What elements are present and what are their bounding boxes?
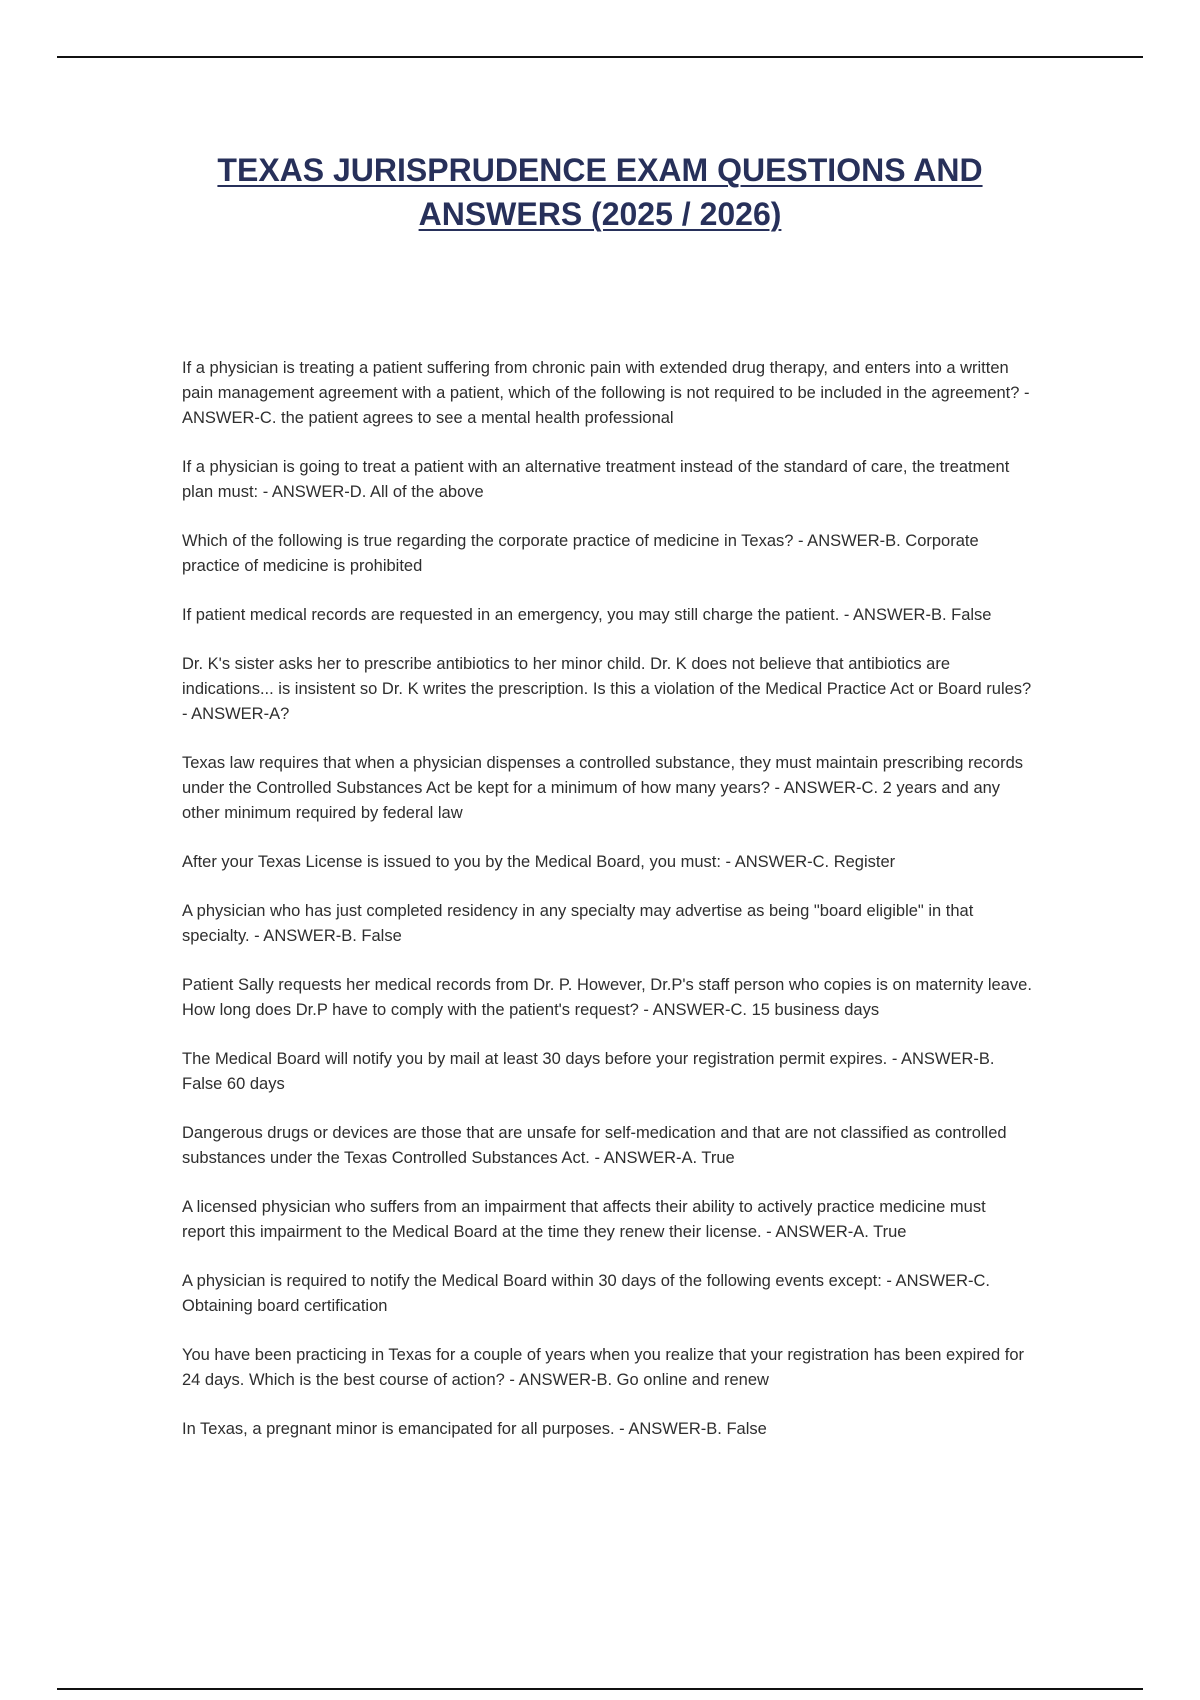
qa-item: After your Texas License is issued to you by the Medical Board, you must: - ANSWER-C. Register (182, 853, 896, 871)
qa-list (182, 356, 1032, 1466)
qa-item: Patient Sally requests her medical records from Dr. P. However, Dr.P's staff person who copies is on maternity leave. How long does Dr.P have to comply with the patient's request? - ANSWER-C. 15 business days (182, 976, 1032, 1019)
top-rule (57, 56, 1143, 58)
document-title (120, 148, 1080, 236)
qa-item: Texas law requires that when a physician dispenses a controlled substance, they must maintain prescribing records under the Controlled Substances Act be kept for a minimum of how many years? - ANSWER-C. 2 years and any other minimum required by federal law (182, 754, 1024, 822)
qa-item: If a physician is going to treat a patient with an alternative treatment instead of the standard of care, the treatment plan must: - ANSWER-D. All of the above (182, 458, 1010, 501)
qa-item: Dr. K's sister asks her to prescribe antibiotics to her minor child. Dr. K does not believe that antibiotics are indications... is insistent so Dr. K writes the prescription. Is this a violation of the Medical Practice Act or Board rules? - ANSWER-A? (182, 655, 1032, 723)
qa-item: If patient medical records are requested in an emergency, you may still charge the patient. - ANSWER-B. False (182, 606, 992, 624)
qa-item: A physician is required to notify the Medical Board within 30 days of the following events except: - ANSWER-C. Obtaining board certification (182, 1272, 990, 1315)
title-line-2: ANSWERS (2025 / 2026) (418, 196, 782, 232)
qa-item: Dangerous drugs or devices are those that are unsafe for self-medication and that are not classified as controlled substances under the Texas Controlled Substances Act. - ANSWER-A. True (182, 1124, 1007, 1167)
qa-item: In Texas, a pregnant minor is emancipated for all purposes. - ANSWER-B. False (182, 1420, 767, 1438)
qa-item: A licensed physician who suffers from an impairment that affects their ability to actively practice medicine must report this impairment to the Medical Board at the time they renew their license. - ANSWER-A. True (182, 1198, 986, 1241)
qa-item: The Medical Board will notify you by mail at least 30 days before your registration permit expires. - ANSWER-B. False 60 days (182, 1050, 995, 1093)
qa-item: Which of the following is true regarding the corporate practice of medicine in Texas? - ANSWER-B. Corporate practice of medicine is prohibited (182, 532, 979, 575)
qa-item: You have been practicing in Texas for a couple of years when you realize that your registration has been expired for 24 days. Which is the best course of action? - ANSWER-B. Go online and renew (182, 1346, 1025, 1389)
qa-item: If a physician is treating a patient suffering from chronic pain with extended drug therapy, and enters into a written pain management agreement with a patient, which of the following is not required to be included in the agreement? - ANSWER-C. the patient agrees to see a mental health professional (182, 359, 1030, 427)
title-line-1: TEXAS JURISPRUDENCE EXAM QUESTIONS AND (217, 152, 983, 188)
bottom-rule (57, 1688, 1143, 1690)
qa-item: A physician who has just completed residency in any specialty may advertise as being "board eligible" in that specialty. - ANSWER-B. False (182, 902, 974, 945)
